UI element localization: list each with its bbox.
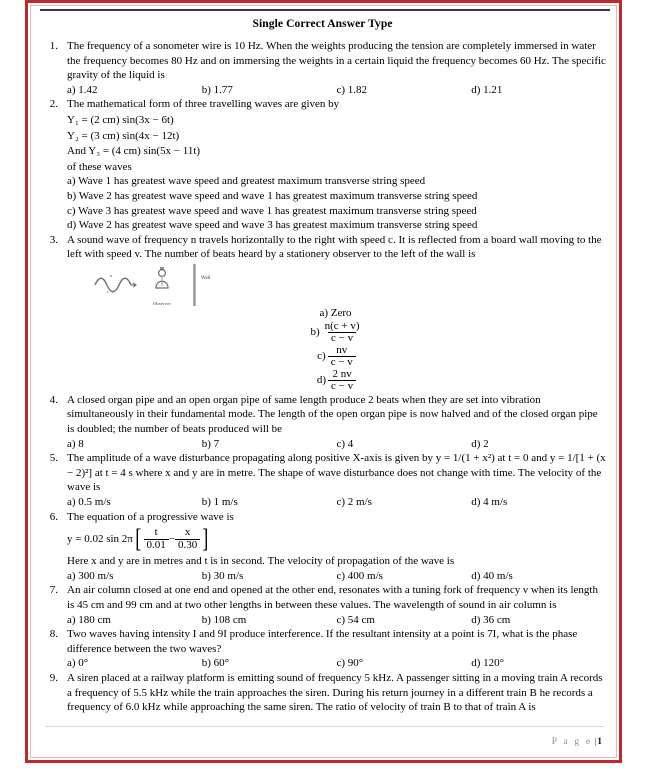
footer-page-number: 1 [597,737,602,747]
option-c[interactable]: c) 90° [336,657,364,670]
option-d-label: d) [316,374,327,387]
option-row [67,306,606,393]
question-stem: The amplitude of a wave disturbance propagating along positive X-axis is given by y = 1/(1 + x²) at t = 0 and y = 1/[1 + (x − 2)²] at t = 4 s where x and y are in metre. The shape of wave disturbance does not change with time. The velocity of the wave is [67,452,606,494]
option-c[interactable]: c) Wave 3 has greatest wave speed and wave 1 has greatest maximum transverse string speed [67,204,477,217]
question-stem-tail: of these waves [67,160,132,173]
question-body [67,451,606,509]
progressive-wave-equation [67,524,606,554]
option-a[interactable]: a) 0° [67,657,89,670]
page-inner-border [30,5,617,758]
option-row [67,495,606,510]
question-body [67,97,606,232]
option-a[interactable]: a) Wave 1 has greatest wave speed and greatest maximum transverse string speed [67,175,426,188]
question-body [67,627,606,671]
question-body [67,583,606,627]
question-item [39,393,606,451]
fraction-denominator: 0.30 [175,539,200,552]
option-a[interactable]: a) 300 m/s [67,569,114,582]
equation-lhs: y = 0.02 sin 2π [67,532,133,545]
question-body [67,39,606,97]
footer-page-label: P a g e [551,737,593,747]
header-rule [40,9,610,11]
option-b[interactable] [310,321,362,345]
option-row [67,437,606,452]
fraction-denominator: c − v [328,356,356,369]
option-b[interactable]: b) 7 [201,437,220,450]
option-c-label: c) [317,350,326,363]
question-number: 6. [49,510,58,523]
question-stem: A closed organ pipe and an open organ pipe of same length produce 2 beats when they are set into vibration simultaneously in their fundamental mode. The length of the open organ pipe is now halved and of the closed organ pipe is doubled; the number of beats produced will be [67,393,598,435]
option-b[interactable]: b) 60° [201,657,230,670]
question-item [39,510,606,584]
fraction [175,527,200,551]
option-row [67,613,606,628]
question-stem-tail: Here x and y are in metres and t is in second. The velocity of propagation of the wave is [67,555,455,568]
option-d[interactable]: d) 120° [471,657,505,670]
option-a[interactable]: a) 0.5 m/s [67,495,111,508]
option-c[interactable]: c) 1.82 [336,83,368,96]
question-body [67,233,606,393]
question-item [39,583,606,627]
page-title: Single Correct Answer Type [252,18,393,30]
fraction [322,321,363,345]
option-c[interactable]: c) 54 cm [336,613,375,626]
question-number: 8. [49,628,58,641]
equation-line: Y₂ = (3 cm) sin(4x − 12t) [67,129,180,142]
option-a[interactable]: a) 1.42 [67,83,98,96]
minus-operator: − [168,532,175,545]
svg-text:n: n [110,272,113,278]
question-list [39,39,606,715]
question-body [67,510,606,584]
question-stem: A sound wave of frequency n travels horizontally to the right with speed c. It is reflected from a board wall moving to the left with speed v. The number of beats heard by a stationery observer to the left of the wall is [67,233,602,261]
option-d[interactable]: d) 40 m/s [471,569,513,582]
fraction-denominator: c − v [328,332,356,345]
question-number: 7. [49,584,58,597]
document-content [31,12,616,757]
option-a[interactable] [319,306,353,321]
bracket-close-icon: ] [202,524,209,554]
option-a[interactable]: a) 8 [67,437,84,450]
option-d[interactable] [317,369,356,393]
person-icon [152,266,172,292]
question-stem: The mathematical form of three travelling waves are given by [67,98,340,111]
question-item [39,451,606,509]
question-stem: Two waves having intensity I and 9I produce interference. If the resultant intensity at a point is 7I, what is the phase difference between the two waves? [67,628,578,655]
option-b[interactable]: b) 1 m/s [201,495,238,508]
question-stem: A siren placed at a railway platform is emitting sound of frequency 5 kHz. A passenger sitting in a moving train A records a frequency of 5.5 kHz while the train approaches the siren. During his return journey in a different train B he records a frequency of 6.0 kHz while approaching the same siren. The ratio of velocity of train B to that of train A is [67,671,603,714]
fraction-numerator: nv [336,343,348,356]
option-a-label: a) Zero [319,306,352,319]
option-d[interactable]: d) 1.21 [471,83,503,96]
option-c[interactable] [317,345,356,369]
fraction [328,345,356,369]
svg-text:c: c [107,288,110,294]
fraction-numerator: n(c + v) [324,319,360,332]
option-b[interactable]: b) 108 cm [201,613,247,626]
option-b[interactable]: b) 30 m/s [201,569,244,582]
question-number: 1. [49,40,58,52]
fraction-numerator: x [184,526,191,539]
observer-figure [145,266,179,311]
wall-caption: Wall [201,275,211,281]
option-row [67,83,606,98]
question-stem: An air column closed at one end and opened at the other end, resonates with a tuning fork of frequency ν when its length is 45 cm and 99 cm and at two other lengths in between these values. The wavelength of sound in air column is [67,584,598,611]
option-d[interactable]: d) Wave 2 has greatest wave speed and wave 3 has greatest maximum transverse string speed [67,219,478,232]
page-border [25,0,622,763]
question-item [39,39,606,97]
fraction [328,369,356,393]
question-item [39,627,606,671]
option-c[interactable]: c) 4 [336,437,354,450]
option-d[interactable]: d) 2 [471,437,489,450]
question-body [67,671,606,715]
option-d[interactable]: d) 36 cm [471,613,511,626]
page-footer [552,737,602,747]
fraction [144,527,169,551]
fraction-denominator: 0.01 [144,539,169,552]
option-row [67,656,606,671]
fraction-denominator: c − v [328,380,356,393]
footer-separator: | [594,737,597,747]
question-body [67,393,606,451]
option-a[interactable]: a) 180 cm [67,613,111,626]
option-c[interactable]: c) 2 m/s [336,495,372,508]
question-stem: The equation of a progressive wave is [67,510,234,523]
question-number: 3. [49,233,58,246]
option-b[interactable]: b) Wave 2 has greatest wave speed and wave 1 has greatest maximum transverse string speed [67,189,478,202]
fraction-numerator: 2 nv [332,367,352,380]
question-item [39,97,606,232]
question-item [39,671,606,715]
observer-caption: Observer [152,300,172,306]
question-number: 4. [49,393,58,406]
bracket-open-icon: [ [135,524,142,554]
equation-line: Y₁ = (2 cm) sin(3x − 6t) [67,113,174,126]
option-b[interactable]: b) 1.77 [201,83,233,96]
wall-shape [193,264,196,306]
option-b-label: b) [310,326,320,339]
question-stem: The frequency of a sonometer wire is 10 Hz. When the weights producing the tension are completely immersed in water the frequency becomes 80 Hz and on immersing the weights in a certain liquid the frequency becomes 60 Hz. The specific gravity of the liquid is [67,40,606,82]
question-number: 2. [49,98,58,111]
option-row [67,569,606,584]
question-number: 9. [49,671,58,684]
fraction-numerator: t [154,526,158,539]
question-number: 5. [49,452,58,465]
equation-line: And Y₃ = (4 cm) sin(5x − 11t) [67,145,201,158]
option-d[interactable]: d) 4 m/s [471,495,508,508]
sound-wave-icon [93,272,139,294]
wall-reflection-figure [93,266,606,306]
question-item [39,233,606,393]
footer-divider [45,726,604,727]
option-c[interactable]: c) 400 m/s [336,569,383,582]
